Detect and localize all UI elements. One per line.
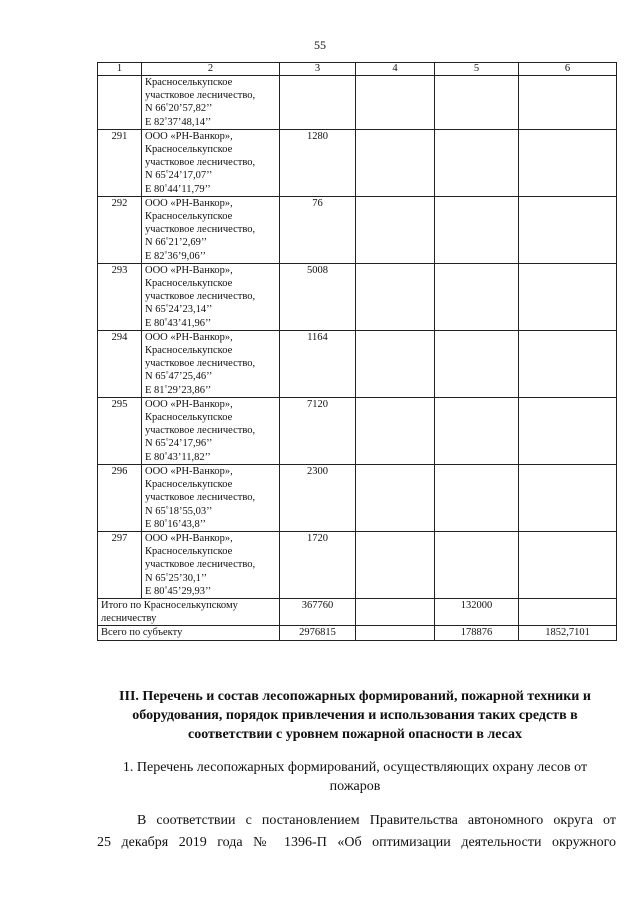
table-header-row — [98, 63, 617, 76]
area-value: 76 — [280, 196, 356, 263]
table-row — [98, 330, 617, 397]
column-header: 1 — [98, 63, 142, 76]
paragraph-line: В соответствии с постановлением Правительства автономного округа от — [137, 813, 616, 828]
row-number-cell — [98, 76, 142, 130]
total-area: 2976815 — [280, 626, 356, 640]
section-title: III. Перечень и состав лесопожарных формирований, пожарной техники и оборудования, порядок привлечения и использования таких средств в соответствии с уровнем пожарной опасности в лесах — [119, 689, 591, 742]
subsection-title: 1. Перечень лесопожарных формирований, осуществляющих охрану лесов от пожаров — [122, 760, 588, 794]
row-number: 296 — [98, 464, 142, 531]
table-row — [98, 196, 617, 263]
subtotal-col5: 132000 — [435, 598, 519, 625]
column-header: 5 — [435, 63, 519, 76]
total-label: Всего по субъекту — [98, 626, 280, 640]
location-cell: ООО «РН-Ванкор», Красноселькупское участковое лесничество, N 65°18’55,03’’ E 80°16’43,8’’ — [142, 464, 280, 531]
subtotal-row — [98, 598, 617, 625]
row-number: 294 — [98, 330, 142, 397]
column-header: 2 — [142, 63, 280, 76]
area-value: 7120 — [280, 397, 356, 464]
paragraph-line: 25 декабря 2019 года № 1396-П «Об оптимизации деятельности окружного — [97, 835, 616, 850]
area-value: 5008 — [280, 263, 356, 330]
table-row — [98, 397, 617, 464]
location-cell: Красноселькупское участковое лесничество, N 66°20’57,82’’ E 82°37’48,14’’ — [142, 76, 280, 130]
area-value: 1280 — [280, 129, 356, 196]
fire-data-table — [97, 62, 617, 641]
location-cell: ООО «РН-Ванкор», Красноселькупское участковое лесничество, N 65°24’23,14’’ E 80°43’41,96’’ — [142, 263, 280, 330]
area-value: 1720 — [280, 531, 356, 598]
table-row — [98, 263, 617, 330]
subtotal-area: 367760 — [280, 598, 356, 625]
table-row — [98, 129, 617, 196]
table-row — [98, 464, 617, 531]
row-number: 293 — [98, 263, 142, 330]
table-row-continuation — [98, 76, 617, 130]
location-cell: ООО «РН-Ванкор», Красноселькупское участковое лесничество, N 65°47’25,46’’ E 81°29’23,86’’ — [142, 330, 280, 397]
row-number: 292 — [98, 196, 142, 263]
column-header: 3 — [280, 63, 356, 76]
total-row — [98, 626, 617, 640]
row-number: 295 — [98, 397, 142, 464]
area-value: 1164 — [280, 330, 356, 397]
total-col6: 1852,7101 — [519, 626, 617, 640]
row-number: 291 — [98, 129, 142, 196]
total-col5: 178876 — [435, 626, 519, 640]
row-number: 297 — [98, 531, 142, 598]
area-value: 2300 — [280, 464, 356, 531]
page-number: 55 — [314, 38, 326, 52]
body-paragraph — [97, 810, 616, 854]
column-header: 4 — [356, 63, 435, 76]
location-cell: ООО «РН-Ванкор», Красноселькупское участковое лесничество, N 65°24’17,96’’ E 80°43’11,82’’ — [142, 397, 280, 464]
column-header: 6 — [519, 63, 617, 76]
subtotal-label: Итого по Красноселькупскому лесничеству — [98, 598, 280, 625]
table-row — [98, 531, 617, 598]
location-cell: ООО «РН-Ванкор», Красноселькупское участковое лесничество, N 65°24’17,07’’ E 80°44’11,79’’ — [142, 129, 280, 196]
location-cell: ООО «РН-Ванкор», Красноселькупское участковое лесничество, N 65°25’30,1’’ E 80°45’29,93’’ — [142, 531, 280, 598]
location-cell: ООО «РН-Ванкор», Красноселькупское участковое лесничество, N 66°21’2,69’’ E 82°36’9,06’’ — [142, 196, 280, 263]
